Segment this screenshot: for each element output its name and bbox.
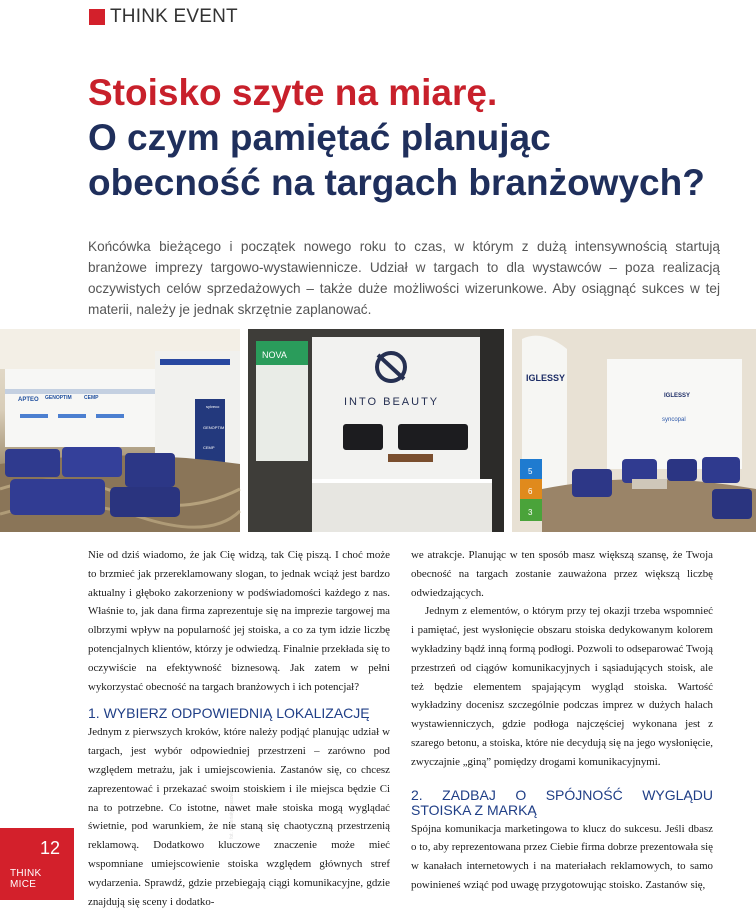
paragraph-continuation: we atrakcje. Planując w ten sposób masz większą szansę, że Twoja obecność na targach zostanie zauważona przez większą liczbę odwiedzających. [411, 549, 713, 599]
photo-credit: fot. materiały prasowe [229, 790, 235, 839]
section-heading-1: 1. WYBIERZ ODPOWIEDNIĄ LOKALIZACJĘ [88, 705, 370, 722]
booth-photo-3 [512, 329, 756, 532]
cube-label-3: 3 [528, 508, 533, 517]
section-marker [89, 9, 105, 25]
article-column-left [88, 546, 390, 911]
booth-sign-into-beauty: INTO BEAUTY [344, 396, 440, 408]
booth-sign-apteo: APTEO [18, 397, 39, 403]
booth-sign-genoptim-2: GENOPTIM [203, 425, 225, 430]
section-tag [89, 7, 238, 27]
booth-sign-nova: NOVA [262, 350, 287, 360]
paragraph-location: Jednym z pierwszych kroków, które należy podjąć planując udział w targach, jest wybór odpowiedniej przestrzeni – zarówno pod względem metrażu, jak i umiejscowienia. Zastanów się, co chcesz zaprezentować i przekazać swoim stoiskiem i ile miejsca będzie Ci na to potrzebne. Co istotne, nawet małe stoiska mogą wyglądać świetnie, pod warunkiem, że nie staną się chaotyczną przestrzenią reklamową. Dodatkowo kluczowe znaczenie może mieć wspomniane umiejscowienie stoiska względem głównych stref wydarzenia. Sprawdź, gdzie przebiegają ciągi komunikacyjne, gdzie znajdują się sceny i dodatko- [88, 726, 390, 908]
section-heading-2: 2. ZADBAJ O SPÓJNOŚĆ WYGLĄDU STOISKA Z MARKĄ [411, 786, 713, 818]
booth-sign-cemp-2: CEMP [203, 445, 215, 450]
booth-sign-cemp: CEMP [84, 395, 99, 401]
booth-sign-iglessy: IGLESSY [526, 373, 566, 383]
booth-illustration-2 [248, 329, 504, 532]
page-number: 12 [40, 838, 61, 858]
booth-sign-iglessy-2: IGLESSY [664, 393, 691, 399]
brand-line-2: MICE [10, 879, 37, 890]
booth-sign-genoptim: GENOPTIM [45, 395, 72, 401]
booth-sign-syncopal: syncopal [662, 417, 686, 423]
cube-label-2: 6 [528, 487, 533, 496]
paragraph-brand: Spójna komunikacja marketingowa to klucz do sukcesu. Jeśli dbasz o to, aby reprezentowana przez Ciebie firma dobrze prezentowała się w kanałach internetowych i na materiałach reklamowych, to samo powinieneś wziąć pod uwagę przygotowując stoisko. Zastanów się, [411, 822, 713, 891]
article-headline [88, 70, 728, 205]
section-label: THINK EVENT [110, 6, 238, 27]
article-lead: Końcówka bieżącego i początek nowego roku to czas, w którym z dużą intensywnością startują branżowe imprezy targowo-wystawiennicze. Udział w targach to dla wystawców – poza realizacją oczywistych celów sprzedażowych – także duże możliwości wizerunkowe. Aby osiągnąć sukces w tej materii, należy je jednak skrzętnie zaplanować. [88, 239, 720, 317]
magazine-brand [10, 868, 42, 890]
booth-photo-2 [248, 329, 504, 532]
page-footer-tab [0, 828, 74, 900]
headline-line-2: O czym pamiętać planując [88, 117, 551, 158]
article-column-right [411, 546, 713, 895]
cube-label-1: 5 [528, 467, 533, 476]
brand-line-1: THINK [10, 868, 42, 879]
booth-illustration-1 [0, 329, 240, 532]
booth-sign-sylveco: sylveco [206, 404, 220, 409]
paragraph-intro: Nie od dziś wiadomo, że jak Cię widzą, tak Cię piszą. I choć może to brzmieć jak przereklamowany slogan, to jednak wciąż jest bardzo aktualny i głęboko zakorzeniony w podświadomości każdego z nas. Właśnie to, jak dana firma zaprezentuje się na imprezie targowej ma olbrzymi wpływ na popularność jej stoiska, a co za tym idzie liczbę potencjalnych klientów, którzy je odwiedzą. Finalnie przekłada się to oczywiście na efektywność biznesową. Jak zatem w pełni wykorzystać obecność na targach branżowych i ich potencjał? [88, 549, 390, 693]
headline-line-3: obecność na targach branżowych? [88, 162, 705, 203]
paragraph-flooring: Jednym z elementów, o którym przy tej okazji trzeba wspomnieć i pamiętać, jest wysłonięcie obszaru stoiska dedykowanym kolorem wykładziny bądź inną formą podłogi. Pozwoli to odseparować Twoją przestrzeń od ciągów komunikacyjnych i sąsiadujących stoisk, ale też będzie elementem spajającym wygląd stoiska. Wartość wykładziny docenisz szczególnie podczas imprez w dużych halach wystawienniczych, gdzie podłoga najczęściej wykonana jest z szarego betonu, a stoiska, które nie decydują się na jego wysłonięcie, zwyczajnie „giną” pomiędzy drogami komunikacyjnymi. [411, 605, 713, 768]
headline-line-1: Stoisko szyte na miarę. [88, 72, 498, 113]
booth-illustration-3 [512, 329, 756, 532]
